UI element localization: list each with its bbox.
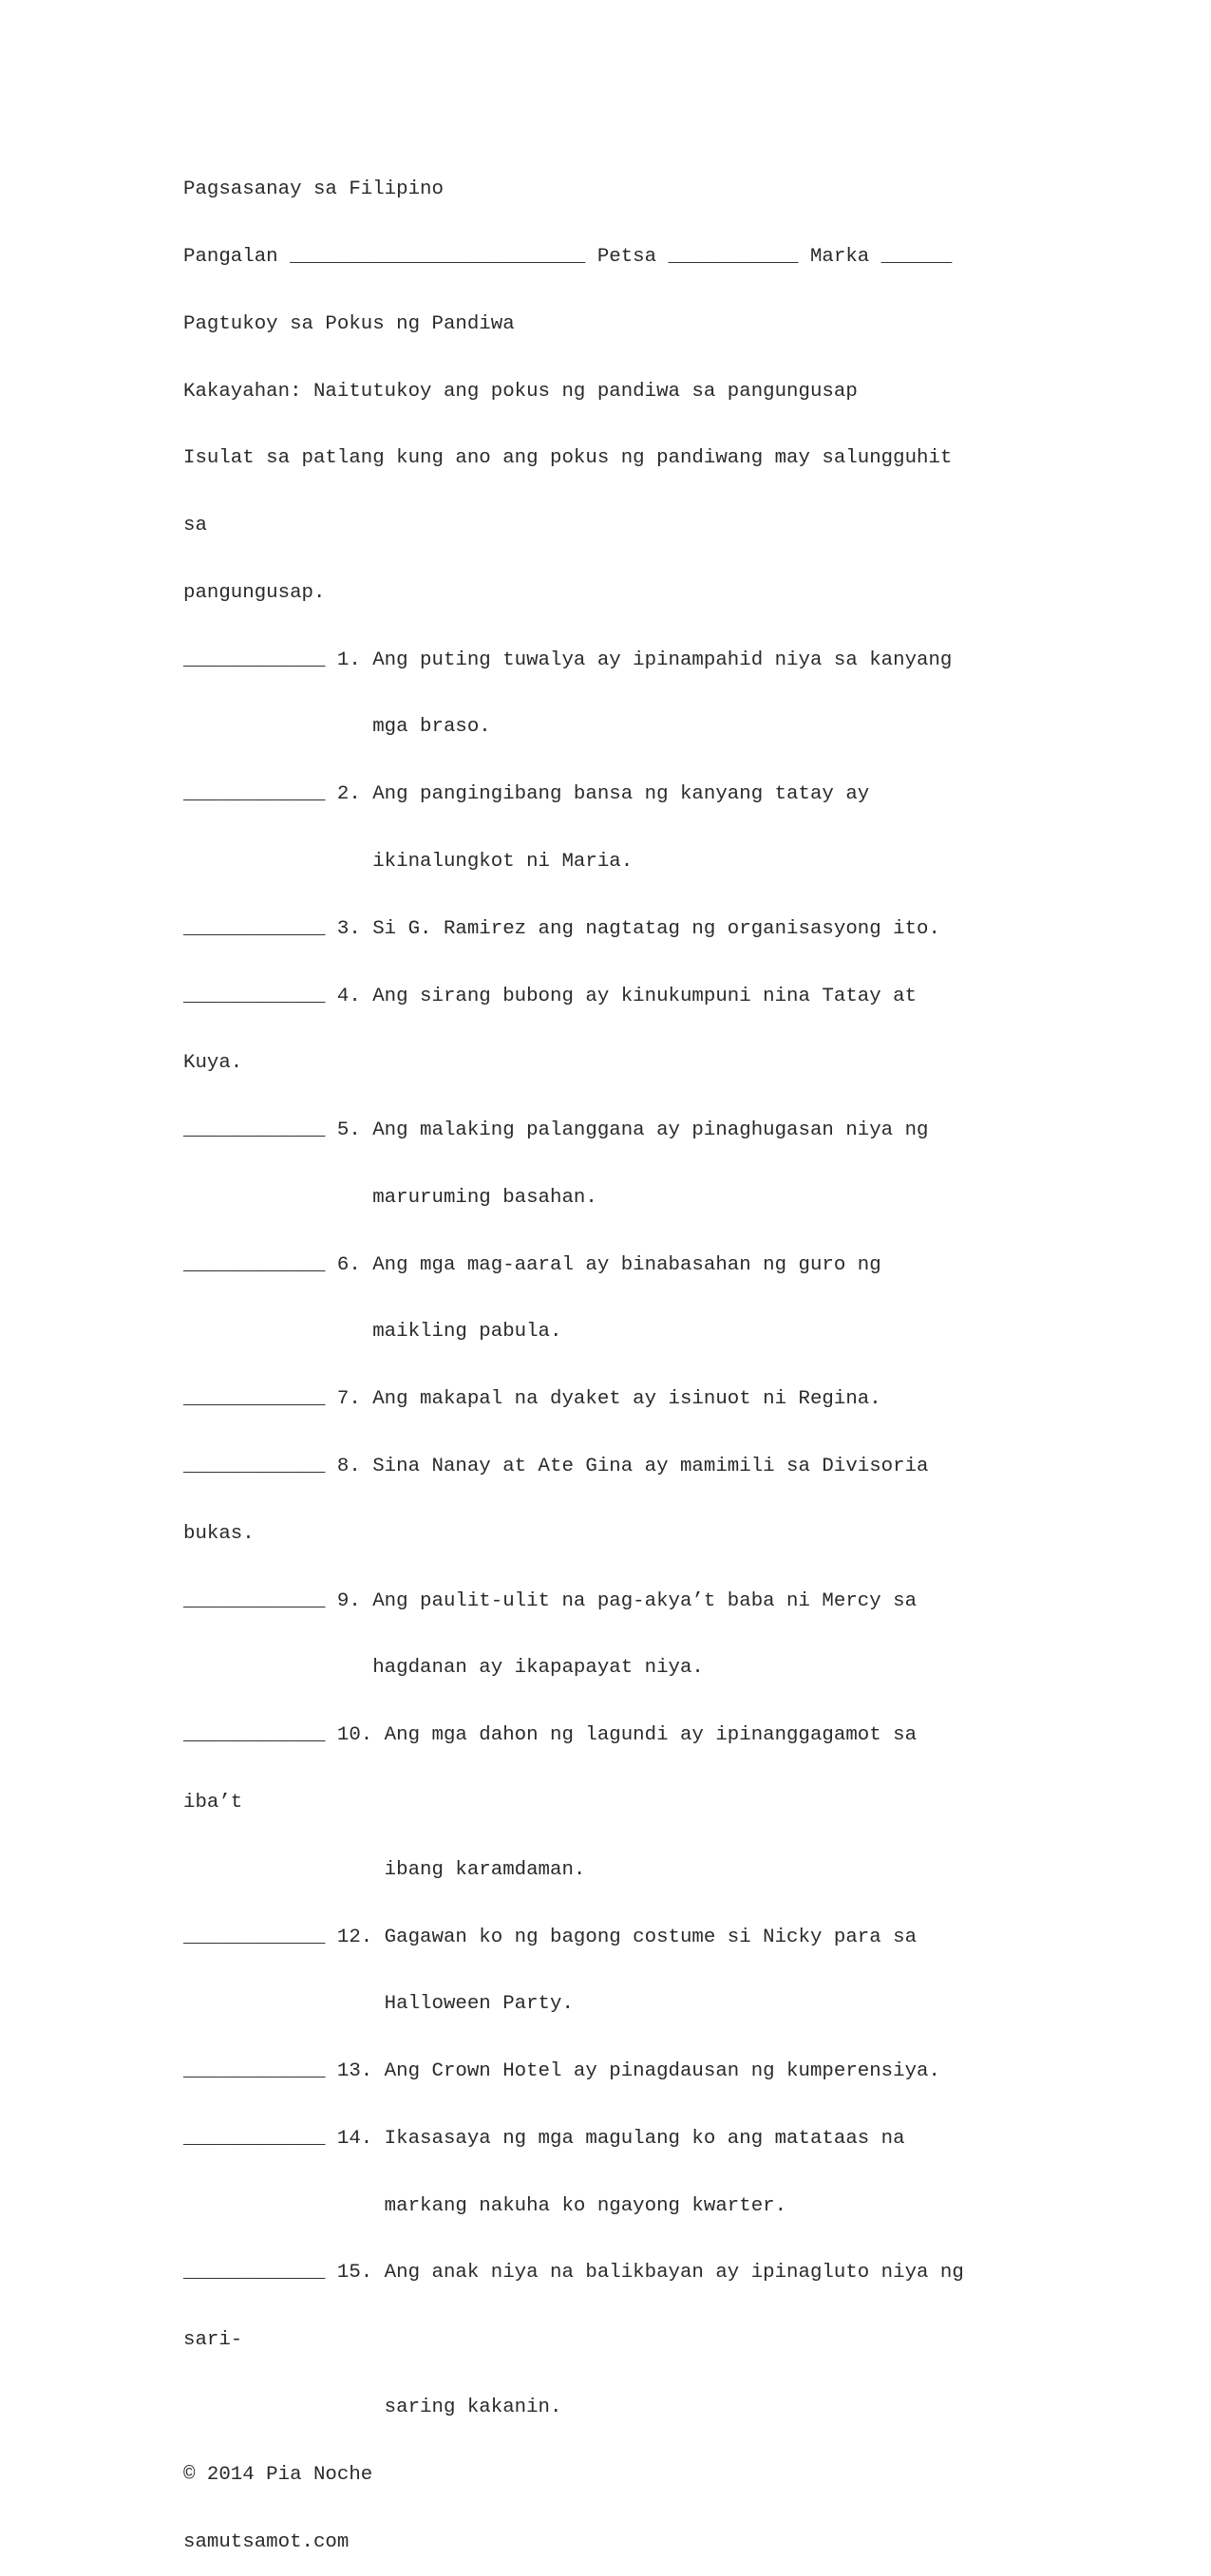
- worksheet-topic: Pagtukoy sa Pokus ng Pandiwa: [183, 312, 515, 335]
- exercise-line: ____________ 7. Ang makapal na dyaket ay isinuot ni Regina.: [183, 1388, 881, 1411]
- exercise-line: ____________ 5. Ang malaking palanggana ay pinaghugasan niya ng: [183, 1119, 929, 1142]
- copyright-notice: © 2014 Pia Noche: [183, 2463, 373, 2486]
- exercise-line: sari-: [183, 2329, 243, 2352]
- website-credit: samutsamot.com: [183, 2530, 350, 2553]
- exercise-line: ____________ 4. Ang sirang bubong ay kinukumpuni nina Tatay at: [183, 985, 918, 1007]
- worksheet-title: Pagsasanay sa Filipino: [183, 179, 444, 201]
- exercise-line: Kuya.: [183, 1052, 243, 1075]
- exercise-line: ibang karamdaman.: [183, 1858, 586, 1881]
- exercise-line: ____________ 1. Ang puting tuwalya ay ipinampahid niya sa kanyang: [183, 649, 953, 671]
- name-date-score-line: Pangalan _________________________ Petsa ___________ Marka ______: [183, 245, 953, 268]
- exercise-line: ____________ 15. Ang anak niya na balikbayan ay ipinagluto niya ng: [183, 2262, 964, 2285]
- exercise-line: hagdanan ay ikapapayat niya.: [183, 1657, 704, 1680]
- exercise-line: ____________ 6. Ang mga mag-aaral ay binabasahan ng guro ng: [183, 1253, 881, 1276]
- exercise-line: maikling pabula.: [183, 1321, 562, 1344]
- exercise-line: bukas.: [183, 1522, 255, 1545]
- exercise-line: iba’t: [183, 1791, 243, 1814]
- instructions-line: Isulat sa patlang kung ano ang pokus ng pandiwang may salungguhit: [183, 447, 953, 470]
- exercise-line: Halloween Party.: [183, 1993, 574, 2016]
- worksheet-page: [183, 134, 964, 2576]
- exercise-line: ____________ 9. Ang paulit-ulit na pag-akya’t baba ni Mercy sa: [183, 1589, 918, 1612]
- exercise-line: mga braso.: [183, 716, 491, 739]
- instructions-line: sa: [183, 515, 207, 537]
- exercise-line: ikinalungkot ni Maria.: [183, 851, 634, 873]
- worksheet-objective: Kakayahan: Naitutukoy ang pokus ng pandiwa sa pangungusap: [183, 380, 858, 403]
- exercise-line: ____________ 14. Ikasasaya ng mga magulang ko ang matataas na: [183, 2127, 905, 2150]
- exercise-line: ____________ 10. Ang mga dahon ng lagundi ay ipinanggagamot sa: [183, 1724, 918, 1747]
- exercise-line: ____________ 13. Ang Crown Hotel ay pinagdausan ng kumperensiya.: [183, 2060, 940, 2083]
- exercise-line: ____________ 3. Si G. Ramirez ang nagtatag ng organisasyong ito.: [183, 917, 940, 940]
- exercise-line: ____________ 8. Sina Nanay at Ate Gina ay mamimili sa Divisoria: [183, 1456, 929, 1478]
- exercise-line: maruruming basahan.: [183, 1186, 597, 1209]
- instructions-line: pangungusap.: [183, 581, 326, 604]
- exercise-line: saring kakanin.: [183, 2396, 562, 2418]
- exercise-line: ____________ 2. Ang pangingibang bansa ng kanyang tatay ay: [183, 783, 870, 806]
- exercise-line: ____________ 12. Gagawan ko ng bagong costume si Nicky para sa: [183, 1926, 918, 1948]
- exercise-line: markang nakuha ko ngayong kwarter.: [183, 2194, 787, 2217]
